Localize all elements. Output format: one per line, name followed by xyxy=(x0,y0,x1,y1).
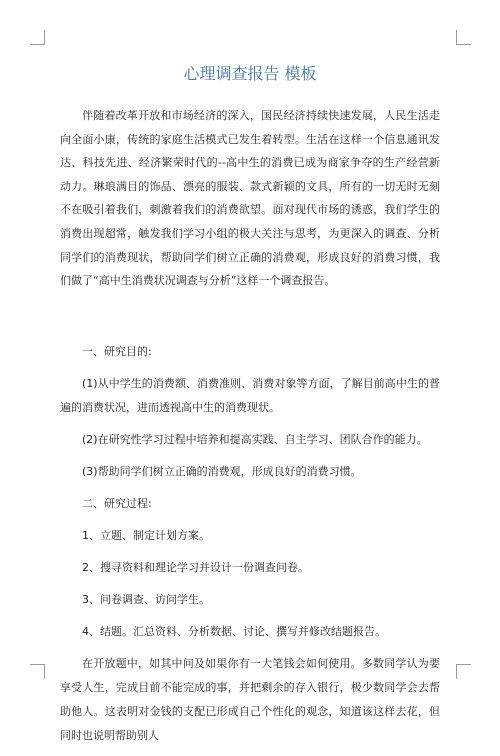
section-heading-process: 二、研究过程: xyxy=(82,497,152,510)
document-body xyxy=(60,104,440,756)
goal-item-3: (3)帮助同学们树立正确的消费观，形成良好的消费习惯。 xyxy=(82,465,362,478)
crop-mark-top-left xyxy=(30,30,45,45)
document-title: 心理调查报告 模板 xyxy=(183,64,317,83)
document-page xyxy=(60,0,440,742)
process-step-1: 1、立题、制定计划方案。 xyxy=(82,529,210,542)
section-heading-purpose: 一、研究目的: xyxy=(82,345,152,358)
crop-mark-bottom-right xyxy=(456,664,471,679)
intro-paragraph: 伴随着改革开放和市场经济的深入，国民经济持续快速发展，人民生活走向全面小康，传统的家庭生活模式已发生着转型。生活在这样一个信息通讯发达、科技先进、经济繁荣时代的--高中生的消费已成为商家争夺的生产经营新动力。琳琅满目的饰品、漂亮的服装、款式新颖的文具，所有的一切无时无刻不在吸引着我们，刺激着我们的消费欲望。面对现代市场的诱惑，我们学生的消费出现超常，触发我们学习小组的极大关注与思考，为更深入的调查、分析同学们的消费现状，帮助同学们树立正确的消费观，形成良好的消费习惯，我们做了“高中生消费状况调查与分析”这样一个调查报告。 xyxy=(60,109,440,288)
goal-item-2: (2)在研究性学习过程中培养和提高实践、自主学习、团队合作的能力。 xyxy=(82,433,428,446)
process-step-4: 4、结题。汇总资料、分析数据、讨论、撰写并修改结题报告。 xyxy=(82,625,386,638)
goal-item-1: (1)从中学生的消费额、消费准则、消费对象等方面，了解目前高中生的普遍的消费状况，进而透视高中生的消费现状。 xyxy=(60,377,440,414)
crop-mark-top-right xyxy=(456,30,471,45)
process-step-2: 2、搜寻资料和理论学习并设计一份调查问卷。 xyxy=(82,561,309,574)
process-step-3: 3、问卷调查、访问学生。 xyxy=(82,593,210,606)
closing-paragraph: 在开放题中，如其中问及如果你有一大笔钱会如何使用。多数同学认为要享受人生，完成目前不能完成的事，并把剩余的存入银行，极少数同学会去帮助他人。这表明对金钱的支配已形成自己个性化的观念，知道该这样去花，但同时也说明帮助别人 xyxy=(60,657,440,742)
crop-mark-bottom-left xyxy=(30,664,45,679)
